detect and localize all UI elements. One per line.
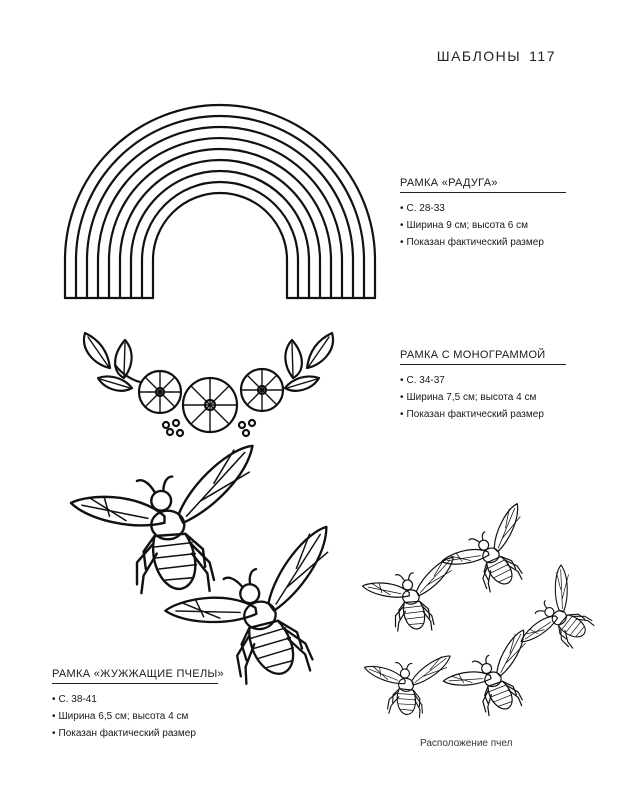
monogram-frame-scale: • Показан фактический размер: [400, 406, 566, 423]
bee-layout: [357, 504, 608, 725]
bees-frame-scale: • Показан фактический размер: [52, 725, 218, 742]
monogram-frame-pages: • С. 34-37: [400, 372, 566, 389]
bees-frame-size: • Ширина 6,5 см; высота 4 см: [52, 708, 218, 725]
bees-frame-title: РАМКА «ЖУЖЖАЩИЕ ПЧЕЛЫ»: [52, 668, 218, 684]
rainbow-frame-pages: • С. 28-33: [400, 200, 566, 217]
bee-large-1: [71, 446, 253, 593]
rainbow-template: [65, 105, 375, 298]
monogram-frame-title: РАМКА С МОНОГРАММОЙ: [400, 349, 566, 365]
page-number: 117: [529, 48, 556, 64]
bees-frame-info: [52, 668, 224, 742]
rainbow-frame-size: • Ширина 9 см; высота 6 см: [400, 217, 566, 234]
monogram-garland-template: [84, 333, 333, 436]
bees-frame-pages: • С. 38-41: [52, 691, 218, 708]
rainbow-frame-scale: • Показан фактический размер: [400, 234, 566, 251]
monogram-frame-size: • Ширина 7,5 см; высота 4 см: [400, 389, 566, 406]
rainbow-frame-info: [400, 177, 566, 251]
monogram-frame-info: [400, 349, 566, 423]
bee-layout-caption: Расположение пчел: [420, 738, 513, 749]
rainbow-frame-title: РАМКА «РАДУГА»: [400, 177, 566, 193]
section-title: ШАБЛОНЫ: [436, 48, 522, 64]
